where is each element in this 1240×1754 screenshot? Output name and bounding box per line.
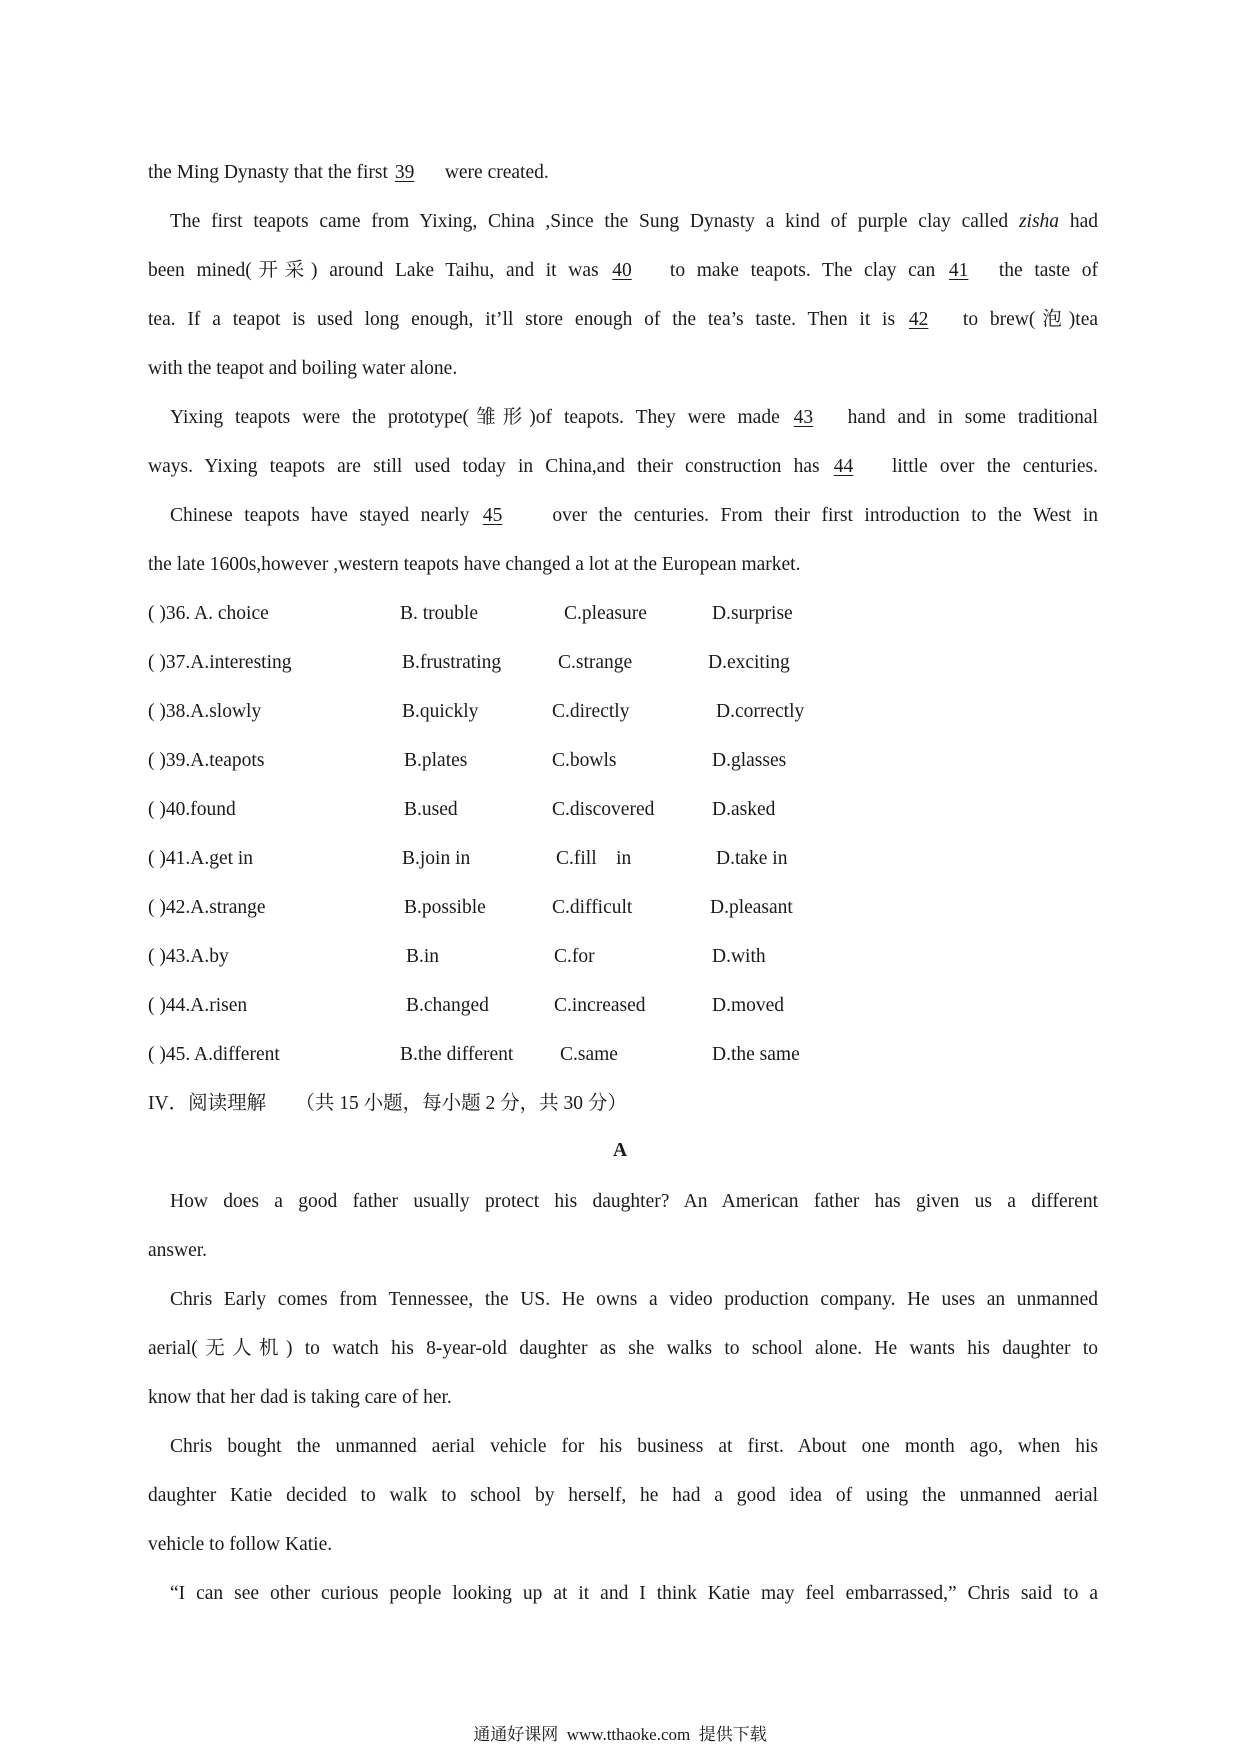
passage-line: aerial(无人机) to watch his 8-year-old daughter as she walks to school alone. He wants his daughter to bbox=[148, 1338, 1098, 1359]
question-row bbox=[148, 944, 1098, 970]
option-d[interactable]: D.exciting bbox=[708, 652, 790, 673]
question-row bbox=[148, 650, 1098, 676]
part-label: A bbox=[612, 1140, 628, 1161]
text-run: tea. If a teapot is used long enough, it’ll store enough of the tea’s taste. Then it is bbox=[148, 309, 907, 330]
question-row bbox=[148, 601, 1098, 627]
option-c[interactable]: C.difficult bbox=[552, 897, 633, 918]
italic-term: zisha bbox=[1018, 211, 1060, 232]
text-run: to make teapots. The clay can bbox=[658, 260, 947, 281]
question-stem: ( )39.A.teapots bbox=[148, 750, 265, 771]
text-run: had bbox=[1059, 211, 1099, 232]
passage-line: How does a good father usually protect his daughter? An American father has given us a different bbox=[170, 1191, 1098, 1212]
option-d[interactable]: D.surprise bbox=[712, 603, 793, 624]
question-row bbox=[148, 797, 1098, 823]
question-stem: ( )40.found bbox=[148, 799, 236, 820]
option-c[interactable]: C.bowls bbox=[552, 750, 617, 771]
blank-43[interactable]: 43 bbox=[793, 407, 814, 428]
question-stem: ( )38.A.slowly bbox=[148, 701, 262, 722]
passage-line bbox=[148, 160, 1098, 186]
question-row bbox=[148, 846, 1098, 872]
option-d[interactable]: D.take in bbox=[716, 848, 788, 869]
passage-line: “I can see other curious people looking up at it and I think Katie may feel embarrassed,” Chris said to a bbox=[170, 1583, 1098, 1604]
passage-line bbox=[148, 552, 1098, 578]
question-row bbox=[148, 895, 1098, 921]
blank-45[interactable]: 45 bbox=[482, 505, 503, 526]
passage-line: know that her dad is taking care of her. bbox=[148, 1387, 452, 1408]
option-d[interactable]: D.asked bbox=[712, 799, 776, 820]
option-c[interactable]: C.pleasure bbox=[564, 603, 647, 624]
question-stem: ( )42.A.strange bbox=[148, 897, 266, 918]
option-b[interactable]: B. trouble bbox=[400, 603, 478, 624]
option-c[interactable]: C.same bbox=[560, 1044, 618, 1065]
option-c[interactable]: C.for bbox=[554, 946, 595, 967]
option-b[interactable]: B.frustrating bbox=[402, 652, 502, 673]
question-row bbox=[148, 748, 1098, 774]
section-heading: IV．阅读理解 （共 15 小题，每小题 2 分，共 30 分） bbox=[148, 1093, 627, 1114]
text-run: the Ming Dynasty that the first bbox=[148, 162, 393, 183]
question-row bbox=[148, 699, 1098, 725]
blank-44[interactable]: 44 bbox=[833, 456, 854, 477]
question-stem: ( )43.A.by bbox=[148, 946, 229, 967]
option-d[interactable]: D.the same bbox=[712, 1044, 800, 1065]
option-b[interactable]: B.quickly bbox=[402, 701, 479, 722]
question-stem: ( )36. A. choice bbox=[148, 603, 269, 624]
text-run: with the teapot and boiling water alone. bbox=[148, 358, 458, 379]
text-run: Yixing teapots were the prototype(雏形)of teapots. They were made bbox=[170, 407, 792, 428]
text-run: Chinese teapots have stayed nearly bbox=[170, 505, 481, 526]
option-d[interactable]: D.pleasant bbox=[710, 897, 793, 918]
passage-line bbox=[148, 356, 1098, 382]
text-run: the late 1600s,however ,western teapots have changed a lot at the European market. bbox=[148, 554, 801, 575]
option-b[interactable]: B.possible bbox=[404, 897, 486, 918]
option-d[interactable]: D.glasses bbox=[712, 750, 787, 771]
text-run: been mined(开采) around Lake Taihu, and it was bbox=[148, 260, 611, 281]
option-b[interactable]: B.the different bbox=[400, 1044, 514, 1065]
option-c[interactable]: C.discovered bbox=[552, 799, 655, 820]
blank-40[interactable]: 40 bbox=[612, 260, 632, 281]
question-row bbox=[148, 1042, 1098, 1068]
option-c[interactable]: C.fill in bbox=[556, 848, 632, 869]
text-run: ways. Yixing teapots are still used today in China,and their construction has bbox=[148, 456, 832, 477]
text-run: the taste of bbox=[998, 260, 1098, 281]
option-d[interactable]: D.correctly bbox=[716, 701, 805, 722]
passage-line bbox=[148, 258, 1098, 284]
passage-line: Chris bought the unmanned aerial vehicle for his business at first. About one month ago, when his bbox=[170, 1436, 1098, 1457]
passage-line bbox=[148, 307, 1098, 333]
option-b[interactable]: B.in bbox=[406, 946, 440, 967]
option-b[interactable]: B.plates bbox=[404, 750, 468, 771]
passage-line: answer. bbox=[148, 1240, 208, 1261]
question-stem: ( )37.A.interesting bbox=[148, 652, 292, 673]
passage-line bbox=[170, 405, 1098, 431]
question-stem: ( )45. A.different bbox=[148, 1044, 280, 1065]
option-c[interactable]: C.strange bbox=[558, 652, 633, 673]
text-run: hand and in some traditional bbox=[847, 407, 1098, 428]
text-run: little over the centuries. bbox=[879, 456, 1098, 477]
blank-41[interactable]: 41 bbox=[948, 260, 969, 281]
text-run: The first teapots came from Yixing, China ,Since the Sung Dynasty a kind of purple clay called bbox=[170, 211, 1019, 232]
option-c[interactable]: C.directly bbox=[552, 701, 630, 722]
blank-39[interactable]: 39 bbox=[394, 162, 415, 183]
passage-line: Chris Early comes from Tennessee, the US. He owns a video production company. He uses an unmanned bbox=[170, 1289, 1098, 1310]
text-run: were created. bbox=[444, 162, 549, 183]
text-run: to brew(泡)tea bbox=[962, 309, 1098, 330]
question-stem: ( )44.A.risen bbox=[148, 995, 248, 1016]
passage-line bbox=[170, 503, 1098, 529]
passage-line: daughter Katie decided to walk to school by herself, he had a good idea of using the unmanned aerial bbox=[148, 1485, 1098, 1506]
question-stem: ( )41.A.get in bbox=[148, 848, 254, 869]
option-d[interactable]: D.moved bbox=[712, 995, 785, 1016]
passage-line bbox=[170, 209, 1098, 235]
option-d[interactable]: D.with bbox=[712, 946, 766, 967]
option-c[interactable]: C.increased bbox=[554, 995, 646, 1016]
passage-line bbox=[148, 454, 1098, 480]
option-b[interactable]: B.join in bbox=[402, 848, 471, 869]
page-footer: 通通好课网 www.tthaoke.com 提供下载 bbox=[473, 1725, 767, 1744]
option-b[interactable]: B.used bbox=[404, 799, 458, 820]
blank-42[interactable]: 42 bbox=[908, 309, 929, 330]
text-run: over the centuries. From their first introduction to the West in bbox=[540, 505, 1099, 526]
option-b[interactable]: B.changed bbox=[406, 995, 489, 1016]
passage-line: vehicle to follow Katie. bbox=[148, 1534, 333, 1555]
question-row bbox=[148, 993, 1098, 1019]
